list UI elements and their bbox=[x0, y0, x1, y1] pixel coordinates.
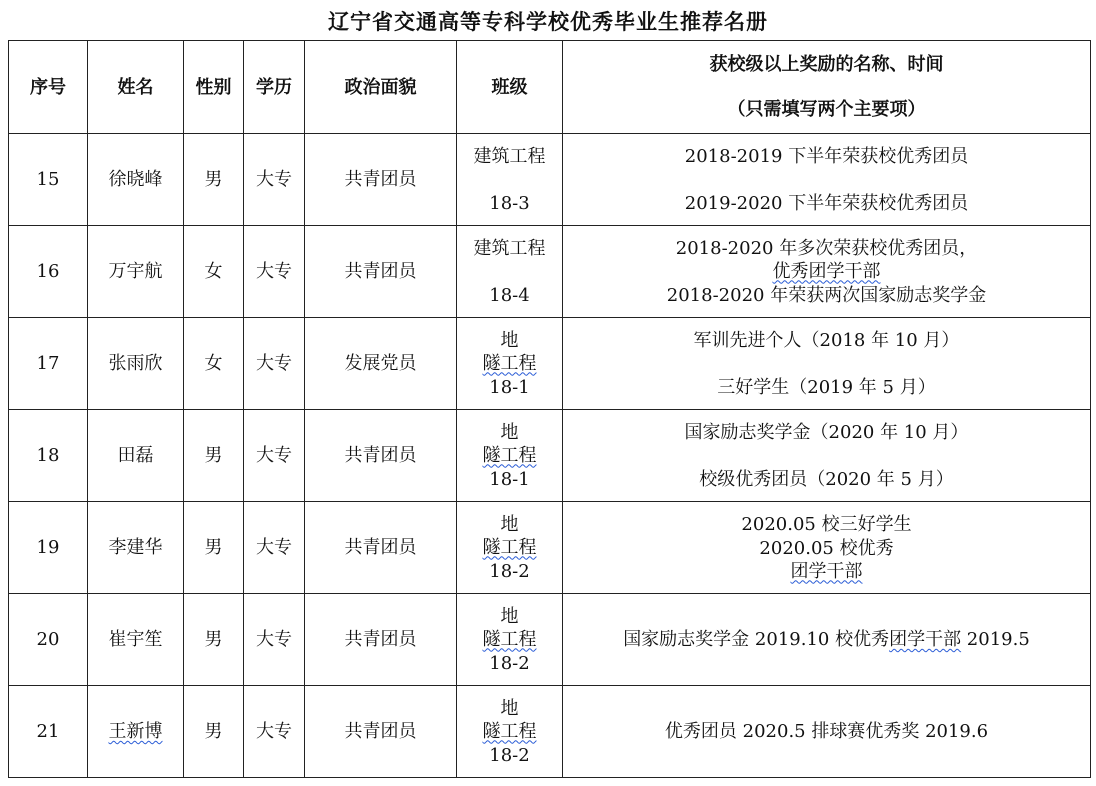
class-major bbox=[483, 329, 537, 375]
table-row bbox=[9, 502, 1091, 594]
award-item bbox=[676, 237, 977, 283]
cell-education: 大专 bbox=[244, 594, 305, 686]
cell-name: 徐晓峰 bbox=[88, 134, 184, 226]
class-major: 建筑工程 bbox=[473, 145, 546, 167]
class-major-prefix: 地 bbox=[500, 605, 519, 627]
cell-awards bbox=[563, 502, 1091, 594]
cell-awards bbox=[563, 686, 1091, 778]
header-awards-title: 获校级以上奖励的名称、时间 bbox=[709, 54, 944, 75]
header-political: 政治面貌 bbox=[305, 41, 457, 134]
spellcheck-underlined-text: 团学干部 bbox=[790, 560, 863, 582]
class-major bbox=[483, 513, 537, 559]
class-major bbox=[483, 605, 537, 651]
header-row bbox=[9, 41, 1091, 134]
cell-education: 大专 bbox=[244, 226, 305, 318]
award-item: 军训先进个人（2018 年 10 月） bbox=[693, 329, 960, 351]
class-number: 18-2 bbox=[489, 560, 530, 582]
table-row bbox=[9, 318, 1091, 410]
cell-awards bbox=[563, 410, 1091, 502]
cell-class bbox=[457, 318, 563, 410]
header-education: 学历 bbox=[244, 41, 305, 134]
award-text: 国家励志奖学金 2019.10 校优秀 bbox=[623, 629, 890, 650]
cell-education: 大专 bbox=[244, 134, 305, 226]
header-gender: 性别 bbox=[184, 41, 244, 134]
cell-class bbox=[457, 226, 563, 318]
cell-seq: 20 bbox=[9, 594, 88, 686]
cell-name: 万宇航 bbox=[88, 226, 184, 318]
award-item: 2020.05 校三好学生 bbox=[741, 513, 912, 535]
spellcheck-underlined-text: 王新博 bbox=[108, 721, 163, 742]
cell-political: 共青团员 bbox=[305, 410, 457, 502]
cell-awards bbox=[563, 226, 1091, 318]
award-item: 2018-2019 下半年荣获校优秀团员 bbox=[684, 145, 969, 167]
spellcheck-underlined-text: 隧工程 bbox=[482, 352, 537, 374]
class-number: 18-4 bbox=[489, 284, 530, 306]
cell-political: 共青团员 bbox=[305, 594, 457, 686]
cell-awards bbox=[563, 594, 1091, 686]
award-text: 2018-2020 年多次荣获校优秀团员， bbox=[675, 237, 978, 259]
cell-political: 共青团员 bbox=[305, 226, 457, 318]
award-item bbox=[563, 628, 1090, 651]
table-row bbox=[9, 686, 1091, 778]
class-number: 18-3 bbox=[489, 192, 530, 214]
cell-gender: 男 bbox=[184, 134, 244, 226]
header-seq: 序号 bbox=[9, 41, 88, 134]
recommendation-table bbox=[8, 40, 1091, 778]
spellcheck-underlined-text: 优秀团学干部 bbox=[772, 260, 881, 282]
table-row bbox=[9, 134, 1091, 226]
spellcheck-underlined-text: 隧工程 bbox=[482, 628, 537, 650]
cell-gender: 男 bbox=[184, 594, 244, 686]
cell-seq: 17 bbox=[9, 318, 88, 410]
table-row bbox=[9, 594, 1091, 686]
award-item: 三好学生（2019 年 5 月） bbox=[717, 376, 936, 398]
cell-education: 大专 bbox=[244, 686, 305, 778]
cell-political: 共青团员 bbox=[305, 502, 457, 594]
spellcheck-underlined-text: 隧工程 bbox=[482, 536, 537, 558]
award-text: 2020.05 校优秀 bbox=[759, 537, 894, 559]
cell-gender: 男 bbox=[184, 502, 244, 594]
award-item: 国家励志奖学金（2020 年 10 月） bbox=[684, 421, 969, 443]
cell-gender: 男 bbox=[184, 410, 244, 502]
cell-political: 发展党员 bbox=[305, 318, 457, 410]
cell-education: 大专 bbox=[244, 410, 305, 502]
cell-gender: 女 bbox=[184, 226, 244, 318]
cell-seq: 16 bbox=[9, 226, 88, 318]
award-text: 2019.5 bbox=[961, 629, 1030, 650]
cell-seq: 21 bbox=[9, 686, 88, 778]
award-item: 校级优秀团员（2020 年 5 月） bbox=[699, 468, 954, 490]
class-number: 18-2 bbox=[489, 652, 530, 674]
cell-education: 大专 bbox=[244, 502, 305, 594]
cell-name: 张雨欣 bbox=[88, 318, 184, 410]
cell-class bbox=[457, 134, 563, 226]
header-awards bbox=[563, 41, 1091, 134]
header-name: 姓名 bbox=[88, 41, 184, 134]
cell-name: 崔宇笙 bbox=[88, 594, 184, 686]
cell-awards bbox=[563, 318, 1091, 410]
cell-class bbox=[457, 502, 563, 594]
cell-awards bbox=[563, 134, 1091, 226]
class-major-prefix: 地 bbox=[500, 513, 519, 535]
spellcheck-underlined-text: 隧工程 bbox=[482, 720, 537, 742]
cell-seq: 19 bbox=[9, 502, 88, 594]
cell-gender: 男 bbox=[184, 686, 244, 778]
header-class: 班级 bbox=[457, 41, 563, 134]
class-major-prefix: 地 bbox=[500, 421, 519, 443]
cell-name: 李建华 bbox=[88, 502, 184, 594]
award-item: 2018-2020 年荣获两次国家励志奖学金 bbox=[666, 284, 987, 306]
award-item bbox=[759, 537, 893, 583]
class-major: 建筑工程 bbox=[473, 237, 546, 259]
class-major-prefix: 地 bbox=[500, 329, 519, 351]
class-number: 18-2 bbox=[489, 744, 530, 766]
class-number: 18-1 bbox=[489, 468, 530, 490]
cell-seq: 15 bbox=[9, 134, 88, 226]
cell-political: 共青团员 bbox=[305, 686, 457, 778]
cell-name bbox=[88, 686, 184, 778]
spellcheck-underlined-text: 隧工程 bbox=[482, 444, 537, 466]
table-row bbox=[9, 410, 1091, 502]
cell-seq: 18 bbox=[9, 410, 88, 502]
cell-class bbox=[457, 594, 563, 686]
class-major-prefix: 地 bbox=[500, 697, 519, 719]
cell-class bbox=[457, 410, 563, 502]
class-number: 18-1 bbox=[489, 376, 530, 398]
header-awards-note: （只需填写两个主要项） bbox=[727, 99, 926, 120]
page-title: 辽宁省交通高等专科学校优秀毕业生推荐名册 bbox=[328, 10, 768, 34]
cell-education: 大专 bbox=[244, 318, 305, 410]
cell-political: 共青团员 bbox=[305, 134, 457, 226]
cell-class bbox=[457, 686, 563, 778]
award-item: 优秀团员 2020.5 排球赛优秀奖 2019.6 bbox=[664, 721, 989, 742]
cell-name: 田磊 bbox=[88, 410, 184, 502]
class-major bbox=[483, 697, 537, 743]
table-row bbox=[9, 226, 1091, 318]
spellcheck-underlined-text: 团学干部 bbox=[889, 629, 962, 650]
cell-gender: 女 bbox=[184, 318, 244, 410]
class-major bbox=[483, 421, 537, 467]
award-item: 2019-2020 下半年荣获校优秀团员 bbox=[684, 192, 969, 214]
